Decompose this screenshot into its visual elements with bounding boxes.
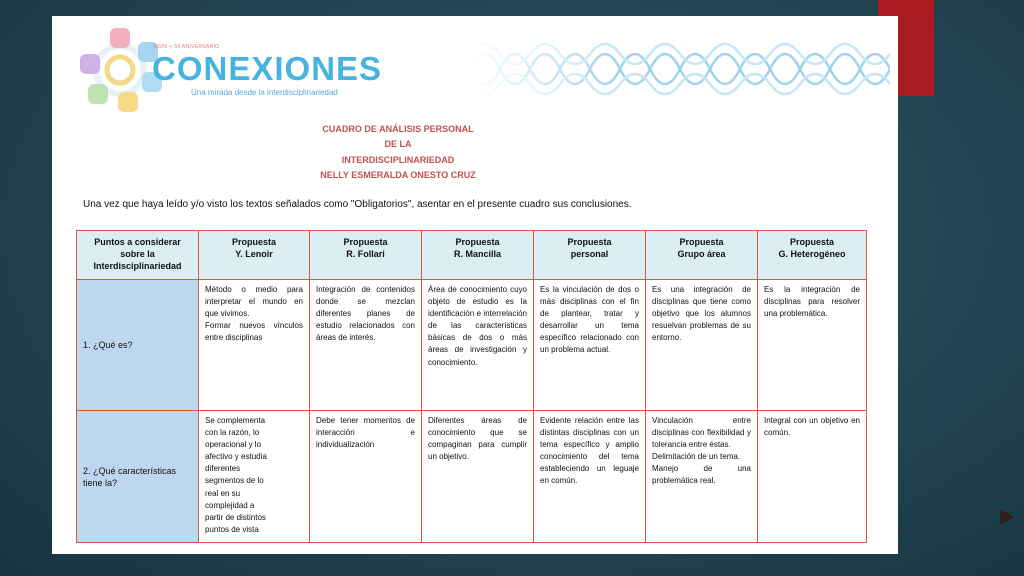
table-cell: Es una integración de disciplinas que tiene como objetivo que los alumnos resuelvan problemas de su entorno. xyxy=(646,280,758,411)
column-header: Propuesta personal xyxy=(534,231,646,280)
brand-tagline: Una mirada desde la interdisciplinariedad xyxy=(191,88,338,97)
column-header: Propuesta R. Mancilla xyxy=(422,231,534,280)
column-header: Propuesta R. Follari xyxy=(310,231,422,280)
brand-name: CONEXIONES xyxy=(152,50,383,87)
document-page xyxy=(52,16,898,554)
table-cell: Integración de contenidos donde se mezclan diferentes planes de estudio relacionados con áreas de interés. xyxy=(310,280,422,411)
table-cell: Vinculación entre disciplinas con flexibilidad y tolerancia entre éstas. Delimitación de un tema. Manejo de una problemática real. xyxy=(646,411,758,543)
table-cell: Se complementa con la razón, lo operacional y lo afectivo y estudia diferentes segmentos de lo real en su complejidad a partir de distintos puntos de vista xyxy=(199,411,310,543)
analysis-table xyxy=(76,230,867,543)
corner-header: Puntos a considerar sobre la Interdisciplinariedad xyxy=(77,231,199,280)
table-row xyxy=(77,411,867,543)
table-cell: Integral con un objetivo en común. xyxy=(758,411,867,543)
anniversary-label: DGNI + 50 ANIVERSARIO xyxy=(154,44,220,50)
title-line: INTERDISCIPLINARIEDAD xyxy=(341,154,455,165)
column-header: Propuesta Grupo área xyxy=(646,231,758,280)
table-cell: Es la vinculación de dos o más disciplinas con el fin de plantear, tratar y desarrollar un tema específico relacionado con un problema actual. xyxy=(534,280,646,411)
table-row xyxy=(77,280,867,411)
row-header: 1. ¿Qué es? xyxy=(77,280,199,411)
instructions-text: Una vez que haya leído y/o visto los textos señalados como "Obligatorios", asentar en el presente cuadro sus conclusiones. xyxy=(83,199,632,210)
column-header: Propuesta G. Heterogéneo xyxy=(758,231,867,280)
title-line: CUADRO DE ANÁLISIS PERSONAL xyxy=(322,124,474,134)
document-title xyxy=(52,122,744,183)
table-header-row xyxy=(77,231,867,280)
title-line: DE LA xyxy=(384,139,412,150)
column-header: Propuesta Y. Lenoir xyxy=(199,231,310,280)
table-cell: Diferentes áreas de conocimiento que se compaginan para cumplir un objetivo. xyxy=(422,411,534,543)
table-cell: Debe tener momentos de interacción e individualización xyxy=(310,411,422,543)
title-line: NELLY ESMERALDA ONESTO CRUZ xyxy=(320,169,476,180)
table-cell: Método o medio para interpretar el mundo en que vivimos. Formar nuevos vínculos entre disciplinas xyxy=(199,280,310,411)
next-arrow-icon[interactable] xyxy=(1000,509,1014,525)
table-cell: Evidente relación entre las distintas disciplinas con un tema específico y amplio conocimiento del tema estableciendo un leguaje en común. xyxy=(534,411,646,543)
table-cell: Área de conocimiento cuyo objeto de estudio es la identificación e interrelación de las características básicas de dos o más áreas de investigación y conocimiento. xyxy=(422,280,534,411)
row-header: 2. ¿Qué características tiene la? xyxy=(77,411,199,543)
decorative-pattern xyxy=(470,34,890,104)
table-cell: Es la integración de disciplinas para resolver una problemática. xyxy=(758,280,867,411)
